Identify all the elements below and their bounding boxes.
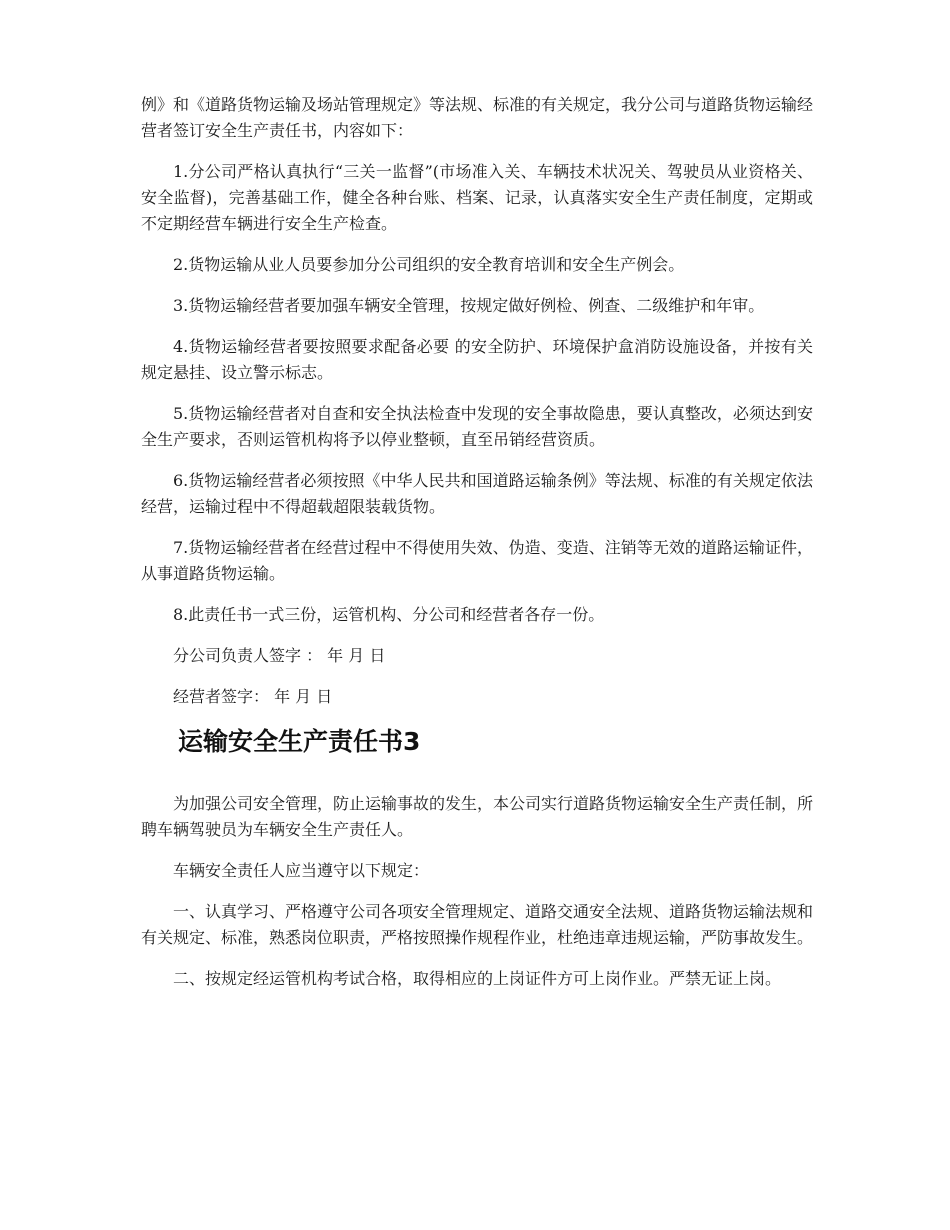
item-5-paragraph: 5.货物运输经营者对自查和安全执法检查中发现的安全事故隐患，要认真整改，必须达到安全生产要求，否则运管机构将予以停业整顿，直至吊销经营资质。 bbox=[141, 404, 813, 449]
section-title: 运输安全生产责任书3 bbox=[178, 727, 421, 756]
item-6-paragraph: 6.货物运输经营者必须按照《中华人民共和国道路运输条例》等法规、标准的有关规定依法经营，运输过程中不得超载超限装载货物。 bbox=[141, 471, 813, 516]
item-8-paragraph: 8.此责任书一式三份，运管机构、分公司和经营者各存一份。 bbox=[173, 605, 605, 624]
item-4-paragraph: 4.货物运输经营者要按照要求配备必要 的安全防护、环境保护盒消防设施设备，并按有关规定悬挂、设立警示标志。 bbox=[141, 337, 813, 382]
rule-2-paragraph: 二、按规定经运管机构考试合格，取得相应的上岗证件方可上岗作业。严禁无证上岗。 bbox=[173, 969, 782, 988]
intro-paragraph: 例》和《道路货物运输及场站管理规定》等法规、标准的有关规定，我分公司与道路货物运输经营者签订安全生产责任书，内容如下： bbox=[141, 95, 814, 140]
item-7-paragraph: 7.货物运输经营者在经营过程中不得使用失效、伪造、变造、注销等无效的道路运输证件，从事道路货物运输。 bbox=[141, 538, 813, 583]
item-2-paragraph: 2.货物运输从业人员要参加分公司组织的安全教育培训和安全生产例会。 bbox=[173, 255, 685, 274]
item-1-paragraph: 1.分公司严格认真执行“三关一监督”(市场准入关、车辆技术状况关、驾驶员从业资格关、安全监督)，完善基础工作，健全各种台账、档案、记录，认真落实安全生产责任制度，定期或不定期经营车辆进行安全生产检查。 bbox=[141, 162, 813, 233]
item-3-paragraph: 3.货物运输经营者要加强车辆安全管理，按规定做好例检、例查、二级维护和年审。 bbox=[173, 296, 765, 315]
rules-lead-paragraph: 车辆安全责任人应当遵守以下规定： bbox=[173, 861, 430, 880]
signature-operator-line: 经营者签字： 年 月 日 bbox=[173, 687, 333, 706]
signature-branch-line: 分公司负责人签字 ： 年 月 日 bbox=[173, 646, 386, 665]
section-intro-paragraph: 为加强公司安全管理，防止运输事故的发生，本公司实行道路货物运输安全生产责任制，所聘车辆驾驶员为车辆安全生产责任人。 bbox=[141, 794, 814, 839]
rule-1-paragraph: 一、认真学习、严格遵守公司各项安全管理规定、道路交通安全法规、道路货物运输法规和有关规定、标准，熟悉岗位职责，严格按照操作规程作业，杜绝违章违规运输，严防事故发生。 bbox=[141, 902, 814, 947]
document-page bbox=[141, 92, 813, 1007]
